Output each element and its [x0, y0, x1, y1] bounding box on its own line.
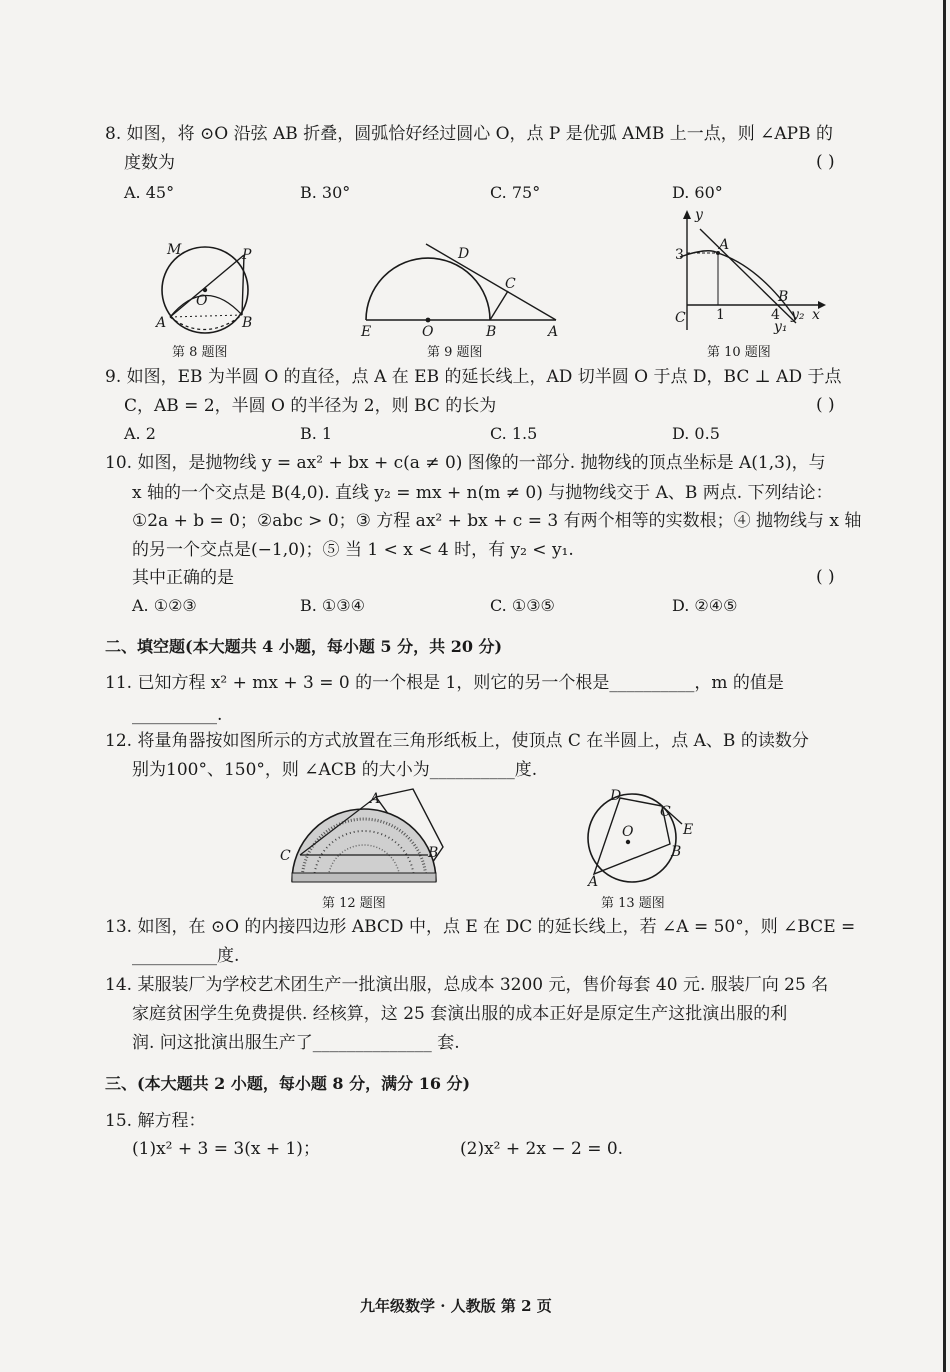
fig8-caption: 第 8 题图: [172, 345, 228, 360]
fig9-label-c: C: [505, 276, 516, 292]
fig10-label-1: 1: [716, 307, 725, 323]
fig10-label-y2: y₂: [791, 307, 805, 323]
q14-stem-line3: 润. 问这批演出服生产了______________ 套.: [132, 1033, 460, 1053]
fig10-label-3: 3: [675, 247, 684, 263]
fig13-label-d: D: [610, 788, 622, 804]
q13-stem-line2: __________度.: [132, 946, 240, 966]
q15-part-2: (2)x² + 2x − 2 = 0.: [460, 1139, 624, 1159]
figure-12: [278, 785, 458, 890]
q9-option-c: C. 1.5: [490, 424, 538, 443]
scan-edge: [943, 0, 946, 1372]
figure-13: [582, 786, 702, 891]
fig13-label-e: E: [683, 822, 694, 838]
q10-stem-line5: 其中正确的是: [132, 568, 234, 588]
fig10-label-y1: y₁: [774, 319, 788, 335]
fig10-label-b: B: [778, 289, 789, 305]
q14-stem-line2: 家庭贫困学生免费提供. 经核算，这 25 套演出服的成本正好是原定生产这批演出服的利: [132, 1004, 788, 1024]
q8-option-d: D. 60°: [672, 183, 723, 202]
fig10-label-y: y: [695, 207, 703, 223]
page-footer: 九年级数学 · 人教版 第 2 页: [360, 1297, 552, 1315]
fig8-label-m: M: [167, 242, 182, 258]
section-2-heading: 二、填空题(本大题共 4 小题，每小题 5 分，共 20 分): [105, 637, 503, 656]
q10-option-a: A. ①②③: [132, 596, 197, 615]
fig10-label-x: x: [812, 307, 820, 323]
fig9-label-d: D: [458, 246, 470, 262]
fig9-label-o: O: [422, 324, 434, 340]
q8-stem-line1: 8. 如图，将 ⊙O 沿弦 AB 折叠，圆弧恰好经过圆心 O，点 P 是优弧 AMB 上一点，则 ∠APB 的: [105, 124, 834, 144]
fig9-label-b: B: [486, 324, 497, 340]
fig10-label-a: A: [719, 237, 730, 253]
fig9-caption: 第 9 题图: [427, 345, 483, 360]
fig12-label-b: B: [428, 845, 439, 861]
q13-stem-line1: 13. 如图，在 ⊙O 的内接四边形 ABCD 中，点 E 在 DC 的延长线上，若 ∠A = 50°，则 ∠BCE =: [105, 917, 856, 937]
q9-stem-line2: C，AB = 2，半圆 O 的半径为 2，则 BC 的长为: [124, 396, 497, 416]
fig9-label-a: A: [548, 324, 559, 340]
fig10-label-c: C: [675, 310, 686, 326]
q14-stem-line1: 14. 某服装厂为学校艺术团生产一批演出服，总成本 3200 元，售价每套 40 元. 服装厂向 25 名: [105, 975, 829, 995]
q10-stem-line1: 10. 如图，是抛物线 y = ax² + bx + c(a ≠ 0) 图像的一部分. 抛物线的顶点坐标是 A(1,3)，与: [105, 453, 826, 473]
q10-option-b: B. ①③④: [300, 596, 365, 615]
q15-part-1: (1)x² + 3 = 3(x + 1)；: [132, 1139, 320, 1159]
q9-option-d: D. 0.5: [672, 424, 720, 443]
fig13-label-c: C: [660, 804, 671, 820]
q10-stem-line3: ①2a + b = 0；②abc > 0；③ 方程 ax² + bx + c = 3 有两个相等的实数根；④ 抛物线与 x 轴: [132, 511, 862, 531]
q10-option-d: D. ②④⑤: [672, 596, 738, 615]
figure-10: [670, 205, 830, 340]
q10-stem-line4: 的另一个交点是(−1,0)；⑤ 当 1 < x < 4 时，有 y₂ < y₁.: [132, 540, 574, 560]
q8-answer-paren: ( ): [816, 152, 835, 172]
fig13-label-b: B: [671, 844, 682, 860]
q8-stem-line2: 度数为: [124, 153, 175, 173]
fig13-caption: 第 13 题图: [601, 896, 665, 911]
q9-option-a: A. 2: [124, 424, 156, 443]
fig12-caption: 第 12 题图: [322, 896, 386, 911]
q10-answer-paren: ( ): [816, 567, 835, 587]
q9-option-b: B. 1: [300, 424, 333, 443]
fig8-label-o: O: [196, 293, 208, 309]
q11-stem-line2: __________.: [132, 705, 223, 725]
q9-stem-line1: 9. 如图，EB 为半圆 O 的直径，点 A 在 EB 的延长线上，AD 切半圆 O 于点 D，BC ⊥ AD 于点: [105, 367, 842, 387]
fig10-caption: 第 10 题图: [707, 345, 771, 360]
q10-stem-line2: x 轴的一个交点是 B(4,0). 直线 y₂ = mx + n(m ≠ 0) 与抛物线交于 A、B 两点. 下列结论：: [132, 483, 833, 503]
q11-stem-line1: 11. 已知方程 x² + mx + 3 = 0 的一个根是 1，则它的另一个根是__________，m 的值是: [105, 673, 784, 693]
fig9-label-e: E: [361, 324, 372, 340]
fig10-label-4: 4: [771, 307, 780, 323]
q10-option-c: C. ①③⑤: [490, 596, 555, 615]
q9-answer-paren: ( ): [816, 395, 835, 415]
figure-8: [150, 235, 270, 345]
fig12-label-c: C: [280, 848, 291, 864]
q8-option-c: C. 75°: [490, 183, 541, 202]
fig13-label-a: A: [588, 874, 599, 890]
fig8-label-a: A: [156, 315, 167, 331]
figure-9: [358, 240, 568, 345]
fig8-label-p: P: [242, 247, 252, 263]
q8-option-b: B. 30°: [300, 183, 351, 202]
section-3-heading: 三、(本大题共 2 小题，每小题 8 分，满分 16 分): [105, 1074, 471, 1093]
fig13-label-o: O: [622, 824, 634, 840]
q12-stem-line1: 12. 将量角器按如图所示的方式放置在三角形纸板上，使顶点 C 在半圆上，点 A、B 的读数分: [105, 731, 809, 751]
q12-stem-line2: 别为100°、150°，则 ∠ACB 的大小为__________度.: [132, 760, 538, 780]
fig12-label-a: A: [370, 791, 381, 807]
fig8-label-b: B: [242, 315, 253, 331]
q15-title: 15. 解方程：: [105, 1111, 206, 1131]
q8-option-a: A. 45°: [124, 183, 175, 202]
